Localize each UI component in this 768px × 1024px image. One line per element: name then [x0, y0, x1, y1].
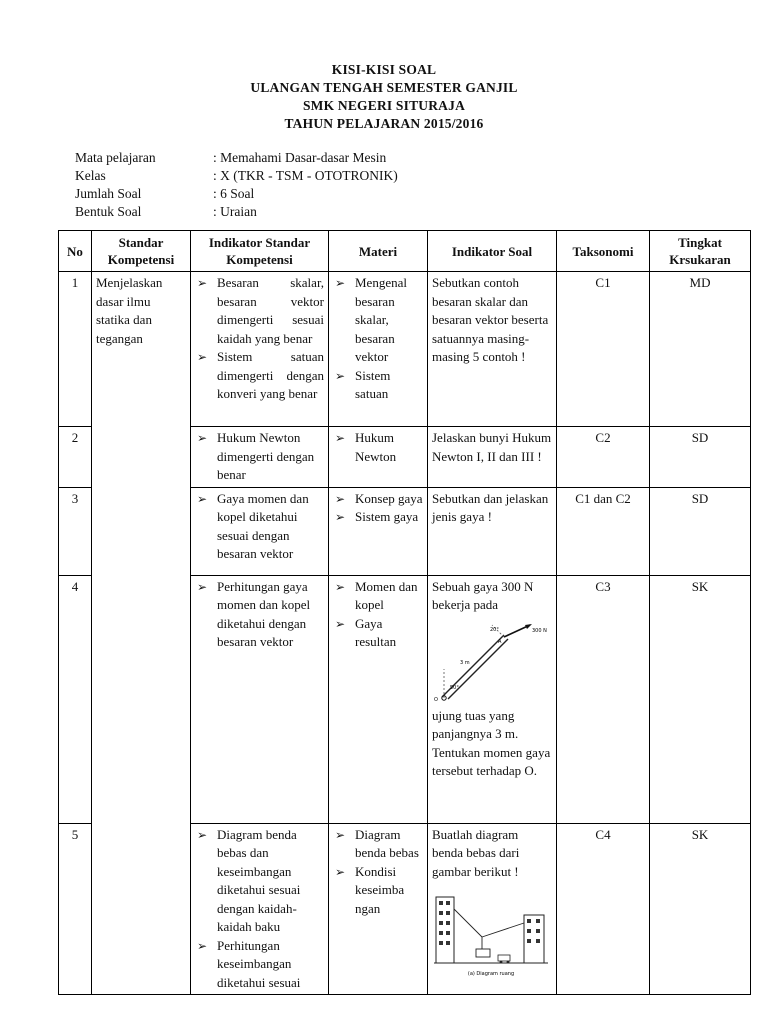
row-no: 4: [59, 575, 92, 823]
table-header-row: [59, 231, 751, 272]
row-materi: [329, 427, 428, 488]
header-indikator-soal: Indikator Soal: [428, 231, 557, 272]
info-value: : Uraian: [213, 204, 257, 219]
table-row: [59, 272, 751, 427]
row-no: 3: [59, 487, 92, 575]
row-no: 1: [59, 272, 92, 427]
table-row: [59, 427, 751, 488]
question-text-post: ujung tuas yang panjangnya 3 m. Tentukan momen gaya tersebut terhadap O.: [432, 707, 551, 778]
doc-title-line-4: TAHUN PELAJARAN 2015/2016: [284, 116, 484, 131]
free-body-scene-figure: [432, 887, 550, 979]
row-indikator-soal: [428, 823, 557, 995]
info-value: : Memahami Dasar-dasar Mesin: [213, 150, 387, 165]
info-value: : 6 Soal: [213, 186, 255, 201]
row-indikator-soal: [428, 575, 557, 823]
list-item: ➢ Sistem satuan dimengerti dengan konveri yang benar: [195, 348, 324, 404]
figure-label-angle-top: 20°: [490, 626, 499, 633]
info-label: Jumlah Soal: [75, 186, 142, 201]
row-standar-kompetensi-merged: [92, 487, 191, 575]
figure-label-force: 300 N: [532, 627, 547, 634]
table-row: [59, 487, 751, 575]
list-item: ➢ Sistem satuan: [333, 367, 423, 404]
row-tingkat: SD: [650, 427, 751, 488]
question-text: Buatlah diagram benda bebas dari gambar berikut !: [432, 826, 520, 879]
row-indikator-sk: [191, 487, 329, 575]
row-no: 5: [59, 823, 92, 995]
info-value: : X (TKR - TSM - OTOTRONIK): [213, 168, 398, 183]
list-item: ➢ Kondisi keseimba ngan: [333, 863, 423, 919]
row-standar-kompetensi: Menjelaskan dasar ilmu statika dan tegangan: [92, 272, 191, 427]
list-item: ➢ Perhitungan gaya momen dan kopel diketahui dengan besaran vektor: [195, 578, 324, 652]
doc-title-line-3: SMK NEGERI SITURAJA: [302, 98, 466, 113]
figure-caption: (a) Diagram ruang: [467, 971, 515, 977]
row-taksonomi: C3: [557, 575, 650, 823]
row-no: 2: [59, 427, 92, 488]
row-indikator-sk: [191, 823, 329, 995]
info-label: Kelas: [75, 168, 106, 183]
row-tingkat: SK: [650, 823, 751, 995]
row-tingkat: SD: [650, 487, 751, 575]
list-item: ➢ Diagram benda bebas: [333, 826, 423, 863]
figure-label-angle-bottom: 50°: [450, 684, 459, 691]
question-text-pre: Sebuah gaya 300 N bekerja pada: [432, 578, 534, 612]
figure-label-point-o: O: [434, 696, 438, 703]
row-taksonomi: C1: [557, 272, 650, 427]
row-taksonomi: C1 dan C2: [557, 487, 650, 575]
row-indikator-soal: Sebutkan contoh besaran skalar dan besaran vektor beserta satuannya masing-masing 5 contoh !: [428, 272, 557, 427]
info-row-class: [75, 168, 398, 184]
list-item: ➢ Sistem gaya: [333, 508, 423, 527]
row-materi: [329, 272, 428, 427]
row-taksonomi: C2: [557, 427, 650, 488]
info-label: Bentuk Soal: [75, 204, 142, 219]
table-row: [59, 823, 751, 995]
info-label: Mata pelajaran: [75, 150, 156, 165]
row-tingkat: SK: [650, 575, 751, 823]
header-no: No: [59, 231, 92, 272]
row-indikator-sk: [191, 272, 329, 427]
list-item: ➢ Hukum Newton: [333, 429, 423, 466]
list-item: ➢ Besaran skalar, besaran vektor dimengerti sesuai kaidah yang benar: [195, 274, 324, 348]
figure-label-point-a: A: [498, 638, 502, 645]
row-standar-kompetensi-merged: [92, 427, 191, 488]
list-item: ➢ Perhitungan keseimbangan diketahui sesuai: [195, 937, 324, 993]
list-item: ➢ Hukum Newton dimengerti dengan benar: [195, 429, 324, 485]
row-standar-kompetensi-merged: [92, 823, 191, 995]
header-indikator-sk: Indikator Standar Kompetensi: [191, 231, 329, 272]
row-materi: [329, 823, 428, 995]
doc-title-line-2: ULANGAN TENGAH SEMESTER GANJIL: [250, 80, 518, 95]
row-materi: [329, 487, 428, 575]
list-item: ➢ Konsep gaya: [333, 490, 423, 509]
lever-force-figure: [432, 621, 550, 703]
list-item: ➢ Mengenal besaran skalar, besaran vektor: [333, 274, 423, 367]
header-taksonomi: Taksonomi: [557, 231, 650, 272]
info-row-form: [75, 204, 257, 220]
header-standar-kompetensi: Standar Kompetensi: [92, 231, 191, 272]
row-indikator-soal: Jelaskan bunyi Hukum Newton I, II dan III !: [428, 427, 557, 488]
row-taksonomi: C4: [557, 823, 650, 995]
list-item: ➢ Gaya resultan: [333, 615, 423, 652]
row-indikator-sk: [191, 427, 329, 488]
info-row-subject: [75, 150, 387, 166]
info-row-count: [75, 186, 255, 202]
header-materi: Materi: [329, 231, 428, 272]
table-row: [59, 575, 751, 823]
list-item: ➢ Momen dan kopel: [333, 578, 423, 615]
doc-title-line-1: KISI-KISI SOAL: [331, 62, 437, 77]
row-materi: [329, 575, 428, 823]
row-standar-kompetensi-merged: [92, 575, 191, 823]
figure-label-length: 3 m: [460, 659, 470, 666]
row-indikator-soal: Sebutkan dan jelaskan jenis gaya !: [428, 487, 557, 575]
header-tingkat: Tingkat Krsukaran: [650, 231, 751, 272]
list-item: ➢ Gaya momen dan kopel diketahui sesuai dengan besaran vektor: [195, 490, 324, 564]
row-indikator-sk: [191, 575, 329, 823]
row-tingkat: MD: [650, 272, 751, 427]
kisi-kisi-table: [58, 230, 751, 995]
list-item: ➢ Diagram benda bebas dan keseimbangan diketahui sesuai dengan kaidah-kaidah baku: [195, 826, 324, 937]
